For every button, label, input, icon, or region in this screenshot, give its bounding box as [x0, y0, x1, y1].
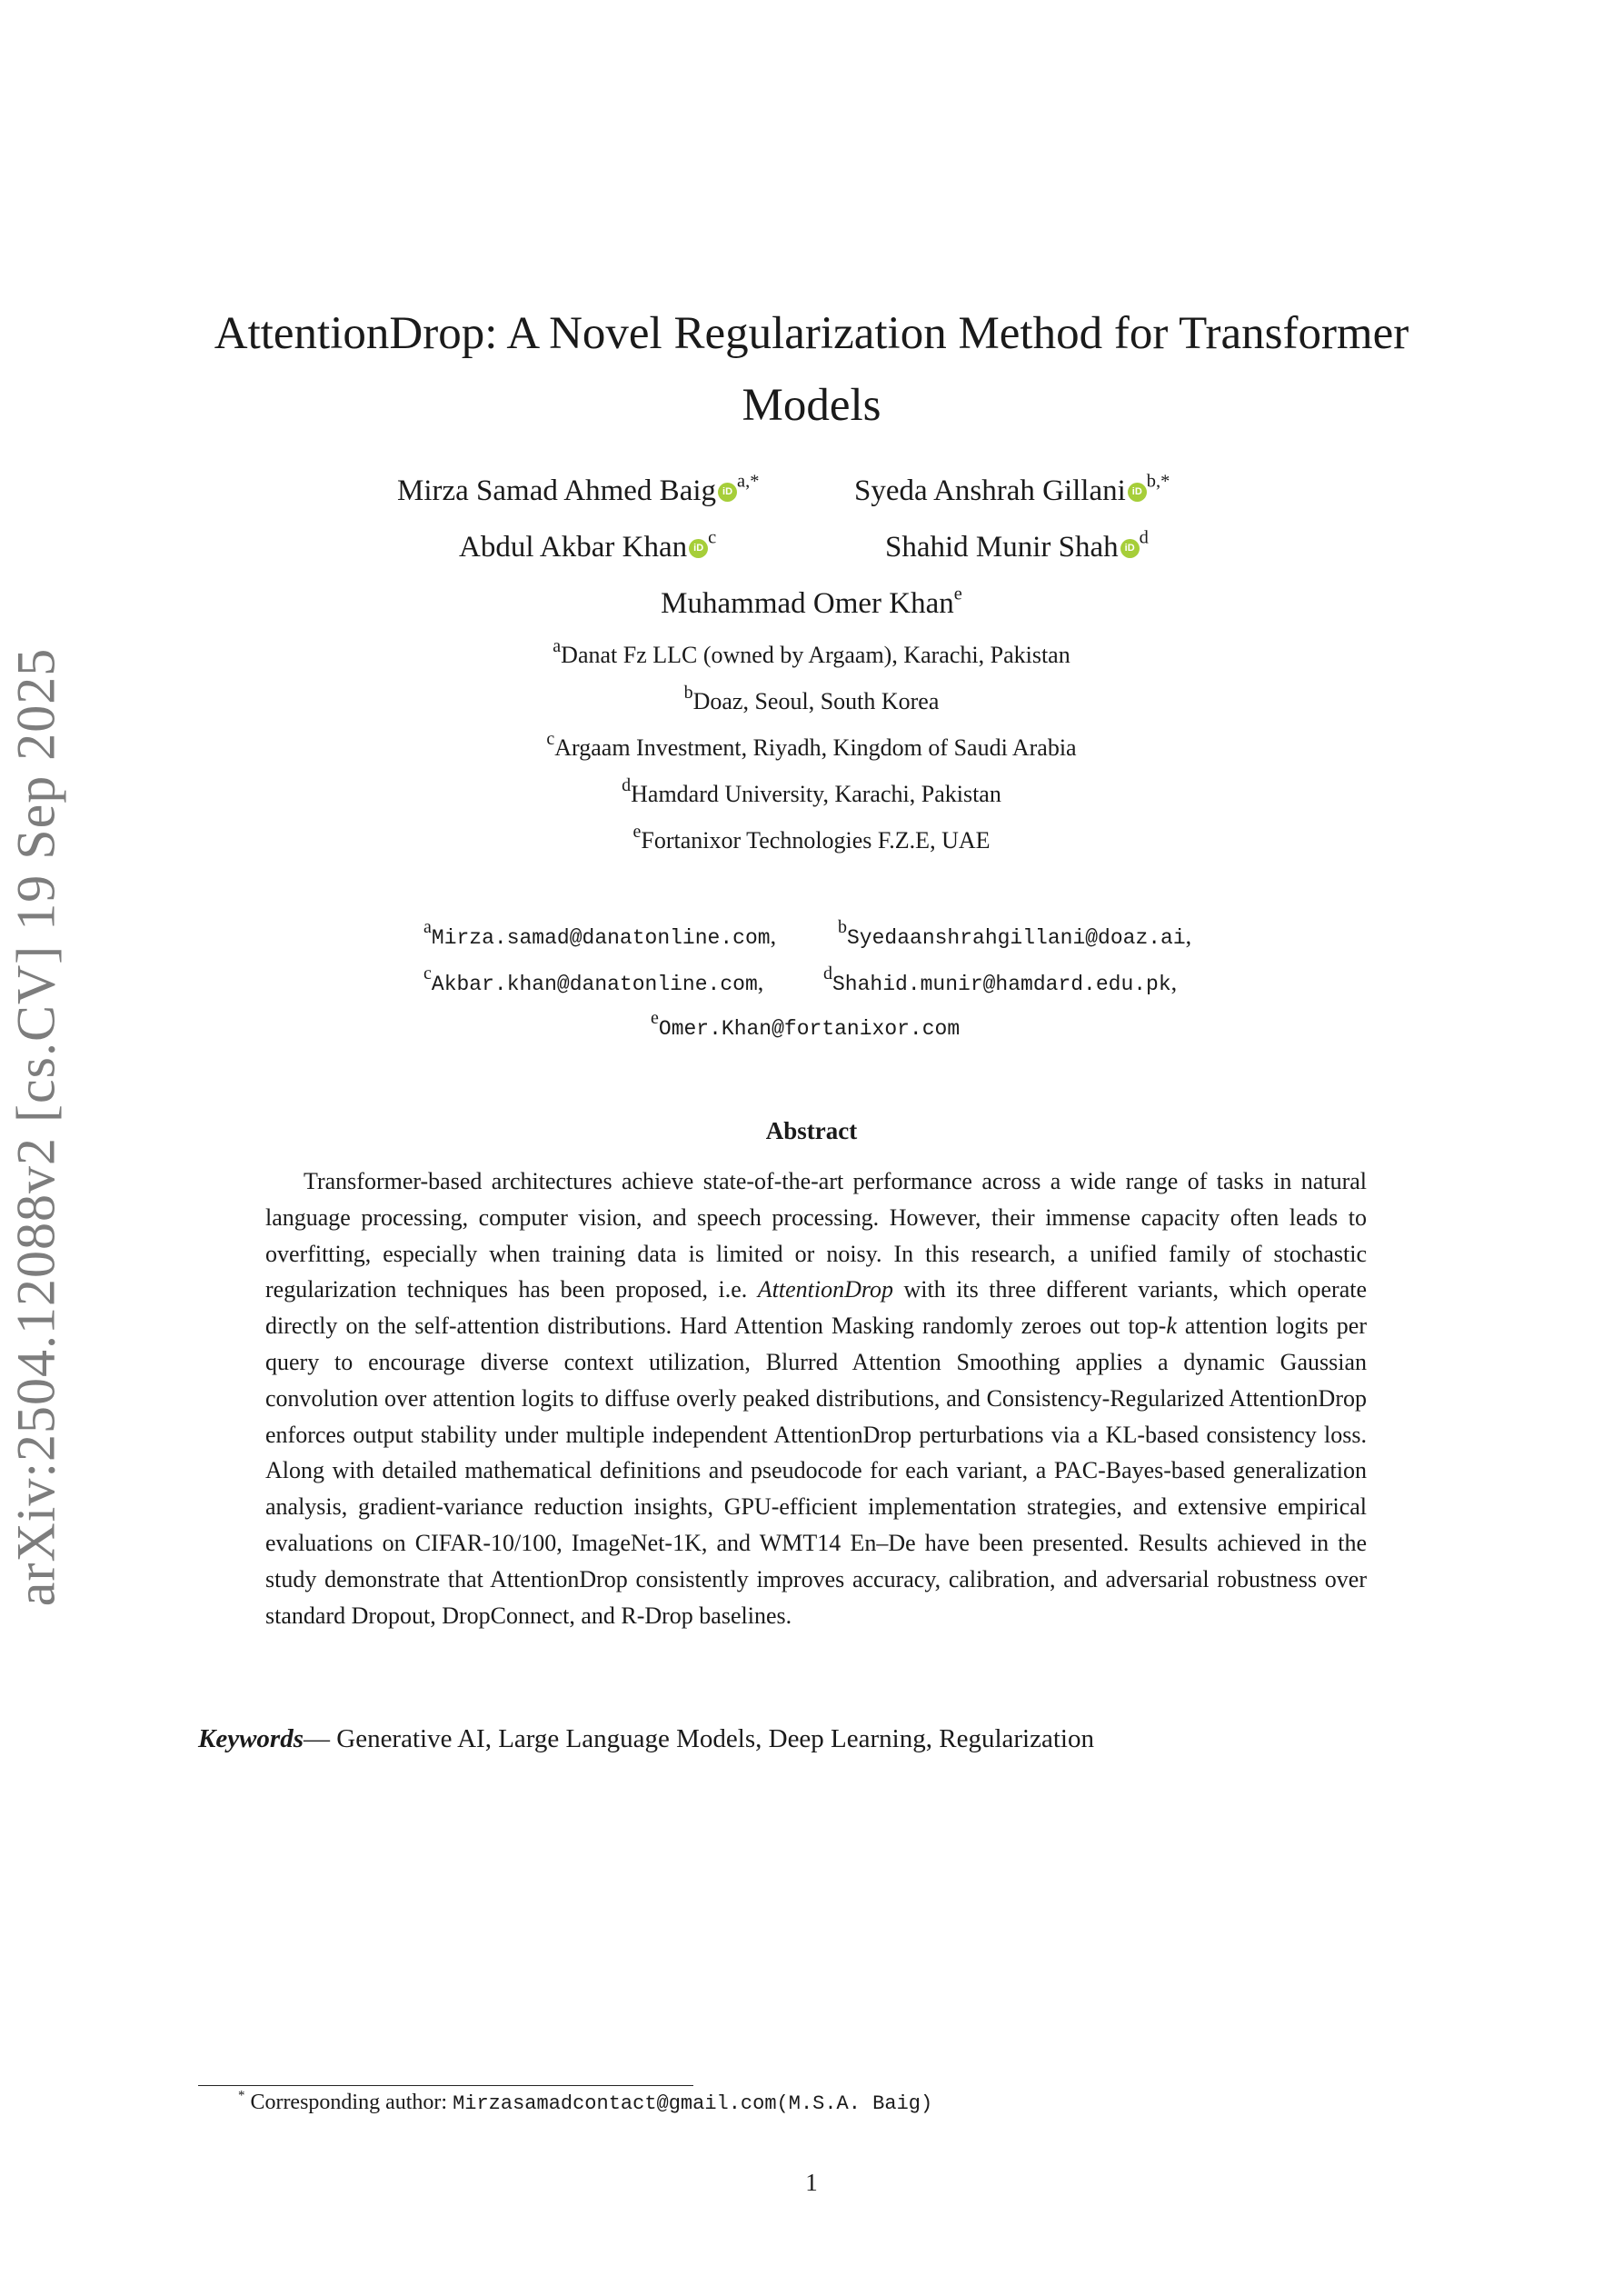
- footnote-mark: *: [238, 2088, 245, 2103]
- footnote-rule: [198, 2085, 693, 2086]
- affiliation-mark: b: [683, 683, 693, 703]
- author-marks: b,*: [1146, 471, 1170, 492]
- affiliation-text: Hamdard University, Karachi, Pakistan: [631, 781, 1001, 807]
- email-separator: ,: [770, 923, 777, 949]
- footnote-label: Corresponding author:: [250, 2091, 453, 2114]
- email-link[interactable]: Syedaanshrahgillani@doaz.ai: [847, 926, 1186, 950]
- abstract-heading: Abstract: [765, 1117, 858, 1144]
- email-mark: c: [423, 963, 432, 983]
- author-marks: d: [1139, 527, 1149, 548]
- orcid-icon[interactable]: iD: [689, 539, 708, 558]
- affiliation-text: Danat Fz LLC (owned by Argaam), Karachi, Pakistan: [561, 642, 1070, 668]
- email-mark: d: [823, 963, 832, 983]
- keywords-line: [198, 1724, 1094, 1754]
- author-marks: a,*: [737, 471, 760, 492]
- email-link[interactable]: Omer.Khan@fortanixor.com: [658, 1017, 961, 1041]
- keywords-dash: —: [304, 1724, 337, 1753]
- email-a: [423, 917, 777, 950]
- abstract-body: [265, 1163, 1367, 1633]
- affiliation-e: [0, 822, 1623, 854]
- affiliation-a: [0, 636, 1623, 669]
- email-mark: a: [423, 917, 432, 937]
- keywords-text: Generative AI, Large Language Models, Deep Learning, Regularization: [336, 1724, 1094, 1753]
- footnote: [238, 2088, 933, 2115]
- affiliation-mark: c: [546, 729, 555, 749]
- email-mark: b: [838, 917, 847, 937]
- page-number: 1: [805, 2169, 818, 2196]
- author-3: [459, 527, 717, 564]
- email-c: [423, 963, 764, 996]
- author-marks: e: [953, 584, 962, 604]
- affiliation-text: Doaz, Seoul, South Korea: [692, 688, 940, 714]
- abstract-k-symbol: k: [1166, 1313, 1177, 1340]
- orcid-icon[interactable]: iD: [1120, 539, 1140, 558]
- author-5: [0, 584, 1623, 621]
- orcid-icon[interactable]: iD: [1128, 483, 1147, 502]
- email-separator: ,: [757, 969, 764, 995]
- email-link[interactable]: Akbar.khan@danatonline.com: [431, 973, 758, 996]
- affiliation-c: [0, 729, 1623, 762]
- affiliation-b: [0, 683, 1623, 715]
- author-name: Mirza Samad Ahmed Baig: [397, 474, 717, 507]
- affiliation-mark: e: [632, 822, 642, 842]
- author-name: Abdul Akbar Khan: [459, 531, 688, 564]
- affiliation-mark: d: [622, 775, 632, 795]
- affiliation-text: Argaam Investment, Riyadh, Kingdom of Saudi Arabia: [554, 734, 1077, 761]
- email-d: [823, 963, 1178, 996]
- author-4: [885, 527, 1149, 564]
- email-separator: ,: [1185, 923, 1192, 949]
- author-marks: c: [708, 527, 717, 548]
- affiliation-mark: a: [553, 636, 562, 656]
- footnote-email-link[interactable]: Mirzasamadcontact@gmail.com: [453, 2092, 777, 2115]
- author-2: [854, 471, 1170, 508]
- author-name: Shahid Munir Shah: [885, 531, 1119, 564]
- abstract-text-part3: attention logits per query to encourage diverse context utilization, Blurred Attention Smoothing applies a dynamic Gaussian convolution over attention logits to diffuse overly peaked distributions, and Consistency-Regularized AttentionDrop enforces output stability under multiple independent AttentionDrop perturbations via a KL-based consistency loss. Along with detailed mathematical definitions and pseudocode for each variant, a PAC-Bayes-based generalization analysis, gradient-variance reduction insights, GPU-efficient implementation strategies, and extensive empirical evaluations on CIFAR-10/100, ImageNet-1K, and WMT14 En–De have been presented. Results achieved in the study demonstrate that AttentionDrop consistently improves accuracy, calibration, and adversarial robustness over standard Dropout, DropConnect, and R-Drop baselines.: [265, 1313, 1367, 1629]
- paper-title: AttentionDrop: A Novel Regularization Method for Transformer Models: [214, 308, 1409, 431]
- author-name: Muhammad Omer Khan: [661, 587, 954, 620]
- author-1: [397, 471, 760, 508]
- email-b: [838, 917, 1192, 950]
- email-link[interactable]: Shahid.munir@hamdard.edu.pk: [832, 973, 1171, 996]
- abstract-text-part2: with its three different variants, which operate directly on the self-attention distributions. Hard Attention Masking randomly zeroes out top-: [265, 1276, 1368, 1340]
- email-link[interactable]: Mirza.samad@danatonline.com: [431, 926, 771, 950]
- affiliation-text: Fortanixor Technologies F.Z.E, UAE: [641, 827, 991, 854]
- orcid-icon[interactable]: iD: [718, 483, 737, 502]
- footnote-suffix: (M.S.A. Baig): [776, 2092, 933, 2115]
- email-e: [651, 1008, 961, 1041]
- author-name: Syeda Anshrah Gillani: [854, 474, 1126, 507]
- keywords-label: Keywords: [198, 1724, 304, 1753]
- affiliation-d: [0, 775, 1623, 808]
- email-separator: ,: [1170, 969, 1178, 995]
- abstract-method-name: AttentionDrop: [757, 1276, 894, 1303]
- email-mark: e: [651, 1008, 659, 1028]
- abstract-text-part1: Transformer-based architectures achieve state-of-the-art performance across a wide range of tasks in natural language processing, computer vision, and speech processing. However, their immense capacity often leads to overfitting, especially when training data is limited or noisy. In this research, a unified family of stochastic regularization techniques has been proposed, i.e.: [265, 1168, 1367, 1303]
- arxiv-identifier-text: arXiv:2504.12088v2 [cs.CV] 19 Sep 2025: [5, 647, 66, 1607]
